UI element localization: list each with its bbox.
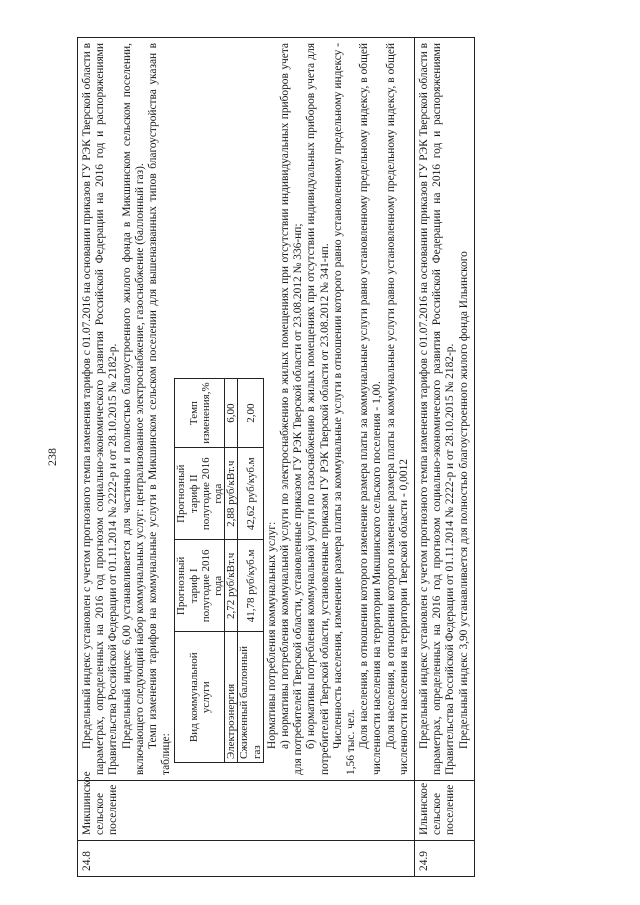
tariff-h2-value: 2,88 руб/кВт.ч	[225, 448, 238, 540]
tariff-h2-value: 42,62 руб/куб.м	[238, 448, 263, 540]
service-name: Электроэнергия	[225, 632, 238, 763]
tariff-h1-value: 2,72 руб/кВт.ч	[225, 540, 238, 632]
header-service-type: Вид коммунальной услуги	[175, 632, 225, 763]
rotated-document-page	[45, 37, 620, 877]
row-number: 24.9	[415, 841, 475, 877]
tariff-row-gas	[238, 379, 263, 763]
paragraph: Темп изменения тарифов на коммунальные услуги в Микшинском сельском поселении для вышеназванных типов благоустройства указан в таблице:	[147, 43, 173, 775]
paragraph: Численность населения, изменение размера платы за коммунальные услуги в отношении которого равно установленному предельному индексу - 1,56 тыс. чел.	[331, 43, 358, 775]
page-number: 238	[45, 448, 59, 466]
paragraph: Нормативы потребления коммунальных услуг:	[265, 521, 278, 749]
table-row-24-8	[78, 38, 415, 877]
service-name: Сжиженный баллонный газ	[238, 632, 263, 763]
settlement-name: Микшинское сельское поселение	[78, 781, 415, 841]
row-content	[78, 38, 415, 781]
paragraph: Доля населения, в отношении которого изменение размера платы за коммунальные услуги равно установленному предельному индексу, в общей численности населения на территории Тверской области - 0,0012	[384, 43, 410, 775]
header-tariff-h1: Прогнозный тариф I полугодие 2016 года	[175, 540, 225, 632]
paragraph: Предельный индекс установлен с учетом прогнозного темпа изменения тарифов с 01.07.2016 на основании приказов ГУ РЭК Тверской области в параметрах, определенных на 2016 год прогнозом социально-экономического развития Российской Федерации на 2016 год и распоряжениями Правительства Российской Федерации от 01.11.2014 № 2222-р и от 28.10.2015 № 2182-р.	[418, 43, 457, 775]
paragraph: Предельный индекс 3,90 устанавливается для полностью благоустроенного жилого фонда Ильинского	[457, 251, 470, 749]
row-number: 24.8	[78, 841, 415, 877]
tariff-change-table	[174, 378, 263, 763]
tariff-row-electricity	[225, 379, 238, 763]
settlement-name: Ильинское сельское поселение	[415, 781, 475, 841]
tariff-h1-value: 41,78 руб/куб.м	[238, 540, 263, 632]
change-rate-value: 2,00	[238, 379, 263, 448]
header-change-rate: Темп изменения,%	[175, 379, 225, 448]
paragraph: Предельный индекс 6,00 устанавливается для частично и полностью благоустроенного жилого фонда в Микшинском сельском поселении, включающего следующий набор коммунальных услуг: централизованное электроснабжение, газоснабжение (баллонный газ).	[120, 43, 146, 775]
paragraph: Предельный индекс установлен с учетом прогнозного темпа изменения тарифов с 01.07.2016 на основании приказов ГУ РЭК Тверской области в параметрах, определенных на 2016 год прогнозом социально-экономического развития Российской Федерации на 2016 год и распоряжениями Правительства Российской Федерации от 01.11.2014 № 2222-р и от 28.10.2015 № 2182-р.	[81, 43, 120, 775]
paragraph: а) нормативы потребления коммунальной услуги по электроснабжению в жилых помещениях при отсутствии индивидуальных приборов учета для потребителей Тверской области, установленные приказом ГУ РЭК Тверской области от 23.08.2012 № 336-нп;	[279, 43, 305, 775]
tariff-table-header-row	[175, 379, 225, 763]
header-tariff-h2: Прогнозный тариф II полугодие 2016 года	[175, 448, 225, 540]
paragraph: Доля населения, в отношении которого изменение размера платы за коммунальные услуги равно установленному предельному индексу, в общей численности населения на территории Микшинского сельского поселения - 1,00.	[358, 43, 384, 775]
table-row-24-9	[415, 38, 475, 877]
paragraph: б) нормативы потребления коммунальной услуги по газоснабжению в жилых помещениях при отсутствии индивидуальных приборов учета для потребителей Тверской области, установленные приказом ГУ РЭК Тверской области от 23.08.2012 № 341-нп.	[305, 43, 331, 775]
change-rate-value: 6,00	[225, 379, 238, 448]
tariff-index-table	[77, 37, 475, 877]
row-content	[415, 38, 475, 781]
